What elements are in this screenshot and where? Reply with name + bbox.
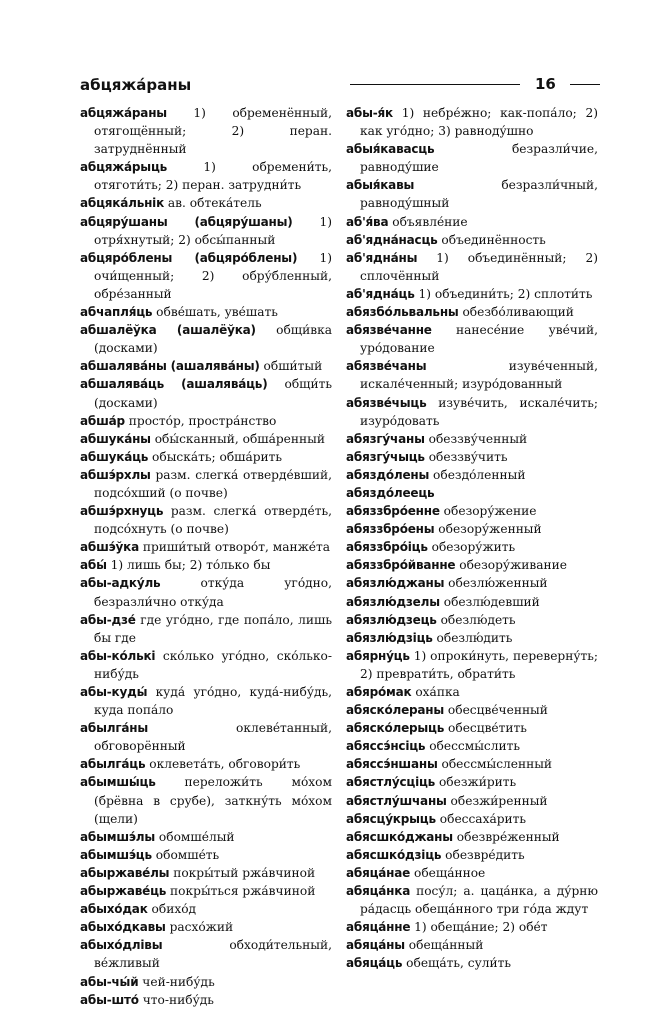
dictionary-entry: [80, 357, 332, 375]
entry-definition: обезжи́ренный: [446, 793, 548, 808]
entry-headword: абы-чы́й: [80, 974, 139, 989]
entry-definition: обеща́нный: [404, 938, 484, 953]
entry-headword: абыржаве́лы: [80, 865, 170, 880]
page-number: 16: [535, 75, 556, 93]
dictionary-entry: [346, 792, 598, 810]
dictionary-entry: [80, 213, 332, 249]
dictionary-entry: [346, 773, 598, 791]
entry-headword: абшалява́ны (ашалява́ны): [80, 359, 260, 374]
entry-headword: абчапля́ць: [80, 305, 153, 320]
entry-headword: абясшко́джаны: [346, 829, 453, 844]
dictionary-entry: [346, 936, 598, 954]
header-rule-right: [570, 84, 600, 85]
entry-definition: 1) объединённый; 2) сплочённый: [360, 250, 598, 283]
dictionary-entry: [346, 918, 598, 936]
dictionary-entry: [80, 647, 332, 683]
dictionary-entry: [80, 466, 332, 502]
entry-headword: абяца́ны: [346, 938, 405, 953]
entry-definition: обезлю́девший: [439, 594, 540, 609]
entry-definition: обеззву́ченный: [424, 431, 528, 446]
entry-definition: оклевета́ть, обговори́ть: [145, 757, 301, 772]
entry-headword: абшэ́рхлы: [80, 467, 151, 482]
entry-definition: обесцве́ченный: [444, 703, 548, 718]
entry-headword: абяско́лерыць: [346, 721, 445, 736]
entry-headword: абяззбро́іць: [346, 540, 428, 555]
entry-definition: обеззву́чить: [424, 449, 508, 464]
entry-headword: абяца́нка: [346, 884, 411, 899]
entry-definition: 1) обремени́ть, отяготи́ть; 2) перан. затрудни́ть: [94, 160, 332, 193]
dictionary-entry: [80, 936, 332, 972]
entry-headword: абясшко́дзіць: [346, 847, 442, 862]
entry-definition: обессмы́слить: [425, 739, 520, 754]
dictionary-entry: [80, 755, 332, 773]
entry-definition: обы́сканный, обша́ренный: [150, 431, 325, 446]
dictionary-entry: [80, 574, 332, 610]
entry-definition: обезбо́ливающий: [458, 305, 574, 320]
entry-headword: аб'ядна́насць: [346, 232, 438, 247]
entry-definition: покры́тый ржа́вчиной: [169, 865, 316, 880]
entry-headword: абяссэ́нсіць: [346, 739, 426, 754]
dictionary-entry: [346, 176, 598, 212]
entry-definition: обомше́ть: [151, 847, 220, 862]
entry-headword: абылга́ны: [80, 721, 149, 736]
entry-headword: абцяро́блены (абцяро́блены): [80, 250, 298, 265]
entry-headword: абяца́нае: [346, 865, 411, 880]
entry-headword: аб'ядна́ць: [346, 286, 415, 301]
dictionary-entry: [346, 213, 598, 231]
dictionary-entry: [80, 249, 332, 303]
entry-definition: где уго́дно, где попа́ло, лишь бы где: [94, 612, 332, 645]
entry-definition: обеща́нное: [410, 865, 486, 880]
entry-definition: обыска́ть; обша́рить: [148, 449, 283, 464]
header-rule-left: [350, 84, 520, 85]
entry-definition: обезжи́рить: [435, 775, 517, 790]
entry-headword: абяско́лераны: [346, 703, 445, 718]
dictionary-entry: [80, 882, 332, 900]
dictionary-entry: [80, 303, 332, 321]
dictionary-entry: [80, 973, 332, 991]
dictionary-entry: [80, 430, 332, 448]
entry-headword: абыхо́дак: [80, 902, 148, 917]
dictionary-entry: [346, 629, 598, 647]
dictionary-entry: [80, 158, 332, 194]
dictionary-entry: [346, 611, 598, 629]
entry-headword: абязгу́чыць: [346, 449, 425, 464]
dictionary-entry: [346, 394, 598, 430]
entry-headword: аб'я́ва: [346, 214, 389, 229]
entry-headword: абястлу́сціць: [346, 775, 436, 790]
entry-definition: покры́ться ржа́вчиной: [166, 884, 316, 899]
entry-definition: просто́р, простра́нство: [124, 413, 277, 428]
dictionary-entry: [346, 285, 598, 303]
dictionary-entry: [346, 538, 598, 556]
entry-definition: нанесе́ние уве́чий, уро́дование: [360, 323, 598, 356]
entry-definition: обесцве́тить: [444, 721, 527, 736]
entry-headword: абыхо́дкавы: [80, 920, 166, 935]
dictionary-entry: [346, 321, 598, 357]
entry-definition: посу́л; а. цаца́нка, а ду́рню ра́дасць обеща́нного три го́да ждут: [360, 884, 598, 917]
running-head: абцяжа́раны: [80, 76, 192, 94]
entry-definition: 1) лишь бы; 2) то́лько бы: [106, 558, 271, 573]
entry-headword: абыя́кавасць: [346, 142, 435, 157]
entry-definition: обеща́ть, сули́ть: [402, 956, 511, 971]
entry-headword: абымшэ́лы: [80, 829, 156, 844]
dictionary-entry: [346, 502, 598, 520]
entry-headword: абы-куды́: [80, 685, 148, 699]
entry-definition: что-нибу́дь: [138, 992, 214, 1007]
entry-headword: абыржаве́ць: [80, 884, 167, 899]
entry-definition: общи́ть (досками): [94, 377, 332, 410]
dictionary-entry: [346, 303, 598, 321]
entry-headword: абязве́чанне: [346, 323, 432, 338]
dictionary-entry: [346, 828, 598, 846]
entry-headword: абшука́ць: [80, 449, 149, 464]
entry-definition: ав. обтека́тель: [164, 196, 262, 211]
entry-headword: абы́: [80, 558, 107, 573]
entry-definition: обезлю́женный: [444, 576, 548, 591]
entry-definition: обходи́тельный, ве́жливый: [94, 938, 332, 971]
dictionary-entry: [346, 484, 598, 502]
entry-definition: обезору́живание: [455, 558, 568, 573]
entry-definition: приши́тый отворо́т, манже́та: [139, 540, 331, 555]
dictionary-entry: [80, 502, 332, 538]
entry-headword: абязлю́дзіць: [346, 630, 433, 645]
entry-headword: абцяка́льнік: [80, 196, 165, 211]
dictionary-entry: [80, 375, 332, 411]
entry-headword: абшэ́ўка: [80, 540, 139, 555]
entry-definition: изуве́ченный, искале́ченный; изуро́дованный: [360, 359, 598, 392]
dictionary-entry: [80, 683, 332, 719]
entry-headword: абцяру́шаны (абцяру́шаны): [80, 214, 293, 229]
entry-headword: абшалява́ць (ашалява́ць): [80, 377, 268, 392]
entry-headword: абязгу́чаны: [346, 431, 425, 446]
dictionary-entry: [346, 846, 598, 864]
entry-definition: обездо́ленный: [429, 467, 526, 482]
dictionary-entry: [80, 194, 332, 212]
right-column: [346, 104, 598, 973]
entry-definition: 1) опроки́нуть, переверну́ть; 2) преврати́ть, обрати́ть: [360, 648, 598, 681]
entry-definition: оха́пка: [411, 685, 460, 699]
entry-headword: абшэ́рхнуць: [80, 504, 164, 519]
dictionary-entry: [346, 683, 598, 701]
entry-definition: обезору́жение: [439, 504, 537, 519]
entry-headword: абяца́ць: [346, 956, 403, 971]
entry-headword: абы-што́: [80, 992, 139, 1007]
dictionary-entry: [80, 556, 332, 574]
entry-definition: разм. слегка́ отверде́ть, подсо́хнуть (о почве): [94, 504, 332, 537]
dictionary-entry: [346, 520, 598, 538]
dictionary-entry: [80, 611, 332, 647]
dictionary-entry: [346, 882, 598, 918]
entry-definition: обши́тый: [259, 359, 323, 374]
dictionary-entry: [80, 412, 332, 430]
entry-headword: абястлу́шчаны: [346, 793, 447, 808]
entry-headword: абы-ко́лькі: [80, 648, 156, 663]
dictionary-entry: [346, 556, 598, 574]
entry-headword: абяздо́леець: [346, 485, 435, 500]
entry-headword: абязлю́джаны: [346, 576, 445, 591]
entry-definition: обессмы́сленный: [437, 757, 553, 772]
page-header: [80, 74, 600, 98]
entry-definition: отку́да уго́дно, безразли́чно отку́да: [94, 576, 332, 609]
entry-headword: абцяжа́рыць: [80, 160, 168, 175]
entry-definition: куда́ уго́дно, куда́-нибу́дь, куда попа́ло: [94, 685, 332, 718]
dictionary-entry: [80, 538, 332, 556]
dictionary-entry: [346, 231, 598, 249]
entry-definition: расхо́жий: [165, 920, 234, 935]
entry-headword: абяззбро́ены: [346, 522, 435, 537]
entry-definition: обессаха́рить: [435, 811, 527, 826]
entry-headword: абясцу́крыць: [346, 811, 436, 826]
entry-headword: абылга́ць: [80, 757, 146, 772]
dictionary-entry: [346, 701, 598, 719]
dictionary-entry: [346, 719, 598, 737]
dictionary-entry: [80, 719, 332, 755]
entry-definition: обезору́жить: [427, 540, 516, 555]
entry-headword: абяззбро́енне: [346, 504, 440, 519]
dictionary-entry: [346, 574, 598, 592]
entry-definition: обве́шать, уве́шать: [152, 305, 278, 320]
entry-definition: чей-нибу́дь: [138, 974, 215, 989]
entry-headword: абяздо́лены: [346, 467, 430, 482]
dictionary-entry: [80, 104, 332, 158]
entry-definition: 1) обременённый, отягощённый; 2) перан. затруднённый: [94, 106, 332, 157]
dictionary-entry: [346, 140, 598, 176]
entry-definition: изуве́чить, искале́чить; изуро́довать: [360, 395, 598, 428]
entry-definition: разм. слегка́ отверде́вший, подсо́хший (о почве): [94, 467, 332, 500]
entry-definition: 1) объедини́ть; 2) сплоти́ть: [414, 286, 593, 301]
entry-definition: оклеве́танный, обговорённый: [94, 721, 332, 754]
dictionary-entry: [346, 864, 598, 882]
entry-headword: абяро́мак: [346, 685, 412, 699]
entry-definition: объединённость: [437, 232, 546, 247]
left-column: [80, 104, 332, 1009]
entry-definition: переложи́ть мо́хом (брёвна в срубе), заткну́ть мо́хом (щели): [94, 775, 332, 826]
dictionary-entry: [346, 448, 598, 466]
dictionary-entry: [80, 448, 332, 466]
entry-headword: абы-дзе́: [80, 612, 136, 627]
entry-definition: 1) небре́жно; как-попа́ло; 2) как уго́дно; 3) равноду́шно: [360, 106, 598, 139]
entry-headword: абяца́нне: [346, 920, 411, 935]
dictionary-entry: [346, 954, 598, 972]
entry-headword: абязве́чыць: [346, 395, 427, 410]
entry-headword: абязве́чаны: [346, 359, 427, 374]
entry-headword: абязлю́дзець: [346, 612, 437, 627]
entry-definition: безразли́чный, равноду́шный: [360, 178, 598, 211]
entry-definition: обезору́женный: [434, 522, 542, 537]
dictionary-entry: [346, 357, 598, 393]
entry-definition: обомше́лый: [155, 829, 235, 844]
entry-definition: объявле́ние: [388, 214, 468, 229]
entry-headword: абязбо́львальны: [346, 305, 459, 320]
entry-headword: абша́р: [80, 413, 125, 428]
entry-definition: 1) обеща́ние; 2) обе́т: [410, 920, 548, 935]
entry-definition: 1) отря́хнутый; 2) обсы́панный: [94, 214, 332, 247]
entry-definition: общи́вка (досками): [94, 323, 333, 356]
dictionary-entry: [80, 773, 332, 827]
entry-headword: абяззбро́йванне: [346, 558, 456, 573]
dictionary-entry: [346, 249, 598, 285]
entry-headword: абязлю́дзелы: [346, 594, 440, 609]
dictionary-entry: [346, 737, 598, 755]
entry-definition: обезлю́деть: [436, 612, 516, 627]
dictionary-entry: [346, 593, 598, 611]
entry-headword: абымшы́ць: [80, 775, 156, 790]
dictionary-entry: [346, 647, 598, 683]
entry-headword: абымшэ́ць: [80, 847, 152, 862]
entry-headword: абяссэ́ншаны: [346, 757, 438, 772]
entry-headword: абярну́ць: [346, 648, 410, 663]
entry-headword: абцяжа́раны: [80, 106, 167, 120]
entry-headword: абы-я́к: [346, 106, 393, 120]
dictionary-entry: [80, 864, 332, 882]
dictionary-entry: [346, 755, 598, 773]
entry-definition: обезвре́дить: [441, 847, 525, 862]
entry-headword: абшалёўка (ашалёўка): [80, 323, 256, 338]
dictionary-entry: [80, 918, 332, 936]
entry-headword: абыхо́длівы: [80, 938, 163, 953]
dictionary-entry: [80, 991, 332, 1009]
dictionary-entry: [346, 466, 598, 484]
dictionary-entry: [346, 104, 598, 140]
entry-definition: безразли́чие, равноду́шие: [360, 142, 598, 175]
entry-definition: 1) очи́щенный; 2) обру́бленный, обре́занный: [94, 250, 332, 301]
entry-definition: обезвре́женный: [452, 829, 560, 844]
dictionary-entry: [346, 810, 598, 828]
entry-definition: ско́лько уго́дно, ско́лько-нибу́дь: [94, 648, 332, 681]
entry-headword: абыя́кавы: [346, 178, 415, 193]
entry-definition: обихо́д: [147, 902, 197, 917]
dictionary-entry: [80, 828, 332, 846]
entry-headword: абшука́ны: [80, 431, 151, 446]
entry-headword: абы-адку́ль: [80, 576, 161, 591]
dictionary-entry: [80, 900, 332, 918]
entry-headword: аб'ядна́ны: [346, 250, 418, 265]
entry-definition: обезлю́дить: [432, 630, 513, 645]
dictionary-entry: [80, 846, 332, 864]
dictionary-entry: [346, 430, 598, 448]
dictionary-entry: [80, 321, 332, 357]
